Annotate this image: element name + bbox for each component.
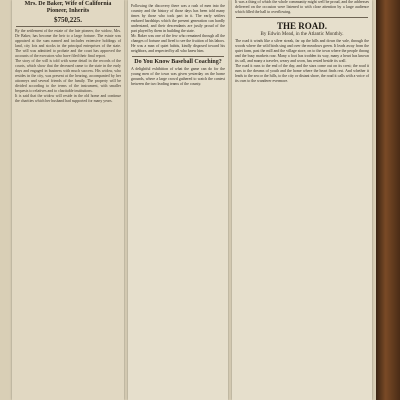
headline-baseball: Do You Know Baseball Coaching? [134,59,222,65]
clipping-the-road [232,0,372,400]
article-paragraph-3: A delightful exhibition of what the game can do for the young men of the town was given yesterday on the home grounds, where a large crowd gathered to watch the contest between the two leading teams of the county. [131,67,225,86]
divider [132,56,224,57]
headline: Mrs. De Baker, Wife of California Pioneer, Inherits [24,1,112,14]
article-paragraph-2: Mr. Baker was one of the few who remained through all the changes of fortune and lived to see the fruition of his labors. He was a man of quiet habits, kindly disposed toward his neighbors, and respected by all who knew him. [131,34,225,53]
article-paragraph-2: The story of the will is told with some detail in the records of the courts, which show that the deceased came to the state in the early days and engaged in business with much success. His widow, who resides in the city, was present at the hearing, accompanied by her attorneys and several friends of the family. The property will be divided according to the terms of the instrument, with smaller bequests to relatives and to charitable institutions. [15,59,121,93]
article-paragraph-3: It is said that the widow will reside in the old home and continue the charities which her husband had supported for many years. [15,94,121,103]
poem-paragraph-2: The road it runs to the end of the day, and the stars come out on its crest; the road it runs to the dreams of youth and the home where the heart finds rest. And whether it leads to the sea or the hills, to the city or distant shore, the road it calls with a voice of its own to the wanderer evermore. [235,64,369,83]
headline-amount: $750,225. [54,16,82,24]
poem-byline: By Edwin Mead, in the Atlantic Monthly. [260,32,344,37]
clipping-middle-column [128,0,228,400]
poem-paragraph-1: The road it winds like a silver streak, far up the hills and down the vale, through the woods where the wild birds sing and over the meadows green. It leads away from the quiet farm, past the mill and the village store, on to the town where the people throng and the busy markets roar. Many a foot has trodden its way, many a heart has known its call, and many a traveler, weary and worn, has rested beside its wall. [235,39,369,63]
article-paragraph-1: It was a thing of which the whole community might well be proud, and the addresses delivered on the occasion were listened to with close attention by a large audience which filled the hall to overflowing. [235,0,369,14]
article-paragraph-1: By the settlement of the estate of the late pioneer, the widow, Mrs. De Baker, has become the heir to a large fortune. The estate was appraised at the sum named and includes extensive holdings of land, city lots and stocks in the principal enterprises of the state. The will was admitted to probate and the court has approved the accounts of the executors who have filed their final report. [15,29,121,58]
article-paragraph-1: Following the discovery there was a rush of men into the country and the history of those days has been told many times by those who took part in it. The early settlers endured hardships which the present generation can hardly understand, and their descendants are justly proud of the part played by them in building the state. [131,4,225,33]
book-binding [376,0,400,400]
divider [236,17,368,18]
poem-title: THE ROAD. [276,21,327,31]
clipping-pioneer-estate [12,0,124,400]
divider [16,26,120,27]
